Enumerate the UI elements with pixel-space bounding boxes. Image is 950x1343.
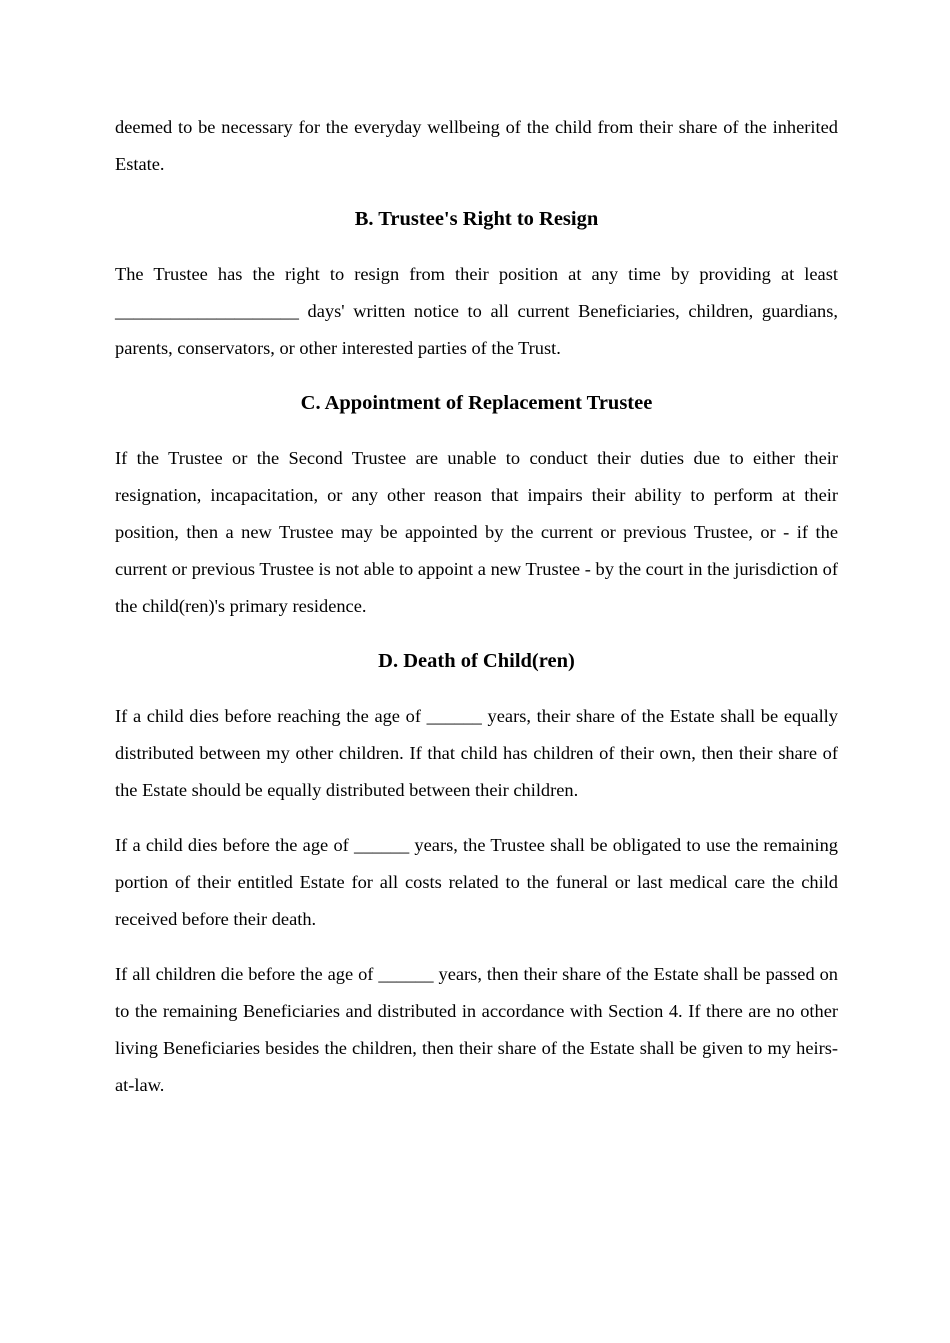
section-heading-trustees-right-to-resign: B. Trustee's Right to Resign [354,208,599,230]
section-d-paragraph-2: If a child dies before the age of ______ years, the Trustee shall be obligated to use the remaining portion of their entitled Estate for all costs related to the funeral or last medical care the child received before their death. [115,835,838,929]
section-c-paragraph-1: If the Trustee or the Second Trustee are unable to conduct their duties due to either their resignation, incapacitation, or any other reason that impairs their ability to perform at their position, then a new Trustee may be appointed by the current or previous Trustee, or - if the current or previous Trustee is not able to appoint a new Trustee - by the court in the jurisdiction of the child(ren)'s primary residence. [115,448,838,616]
section-d-paragraph-3: If all children die before the age of ______ years, then their share of the Estate shall be passed on to the remaining Beneficiaries and distributed in accordance with Section 4. If there are no other living Beneficiaries besides the children, then their share of the Estate shall be given to my heirs-at-law. [115,964,838,1095]
section-b-paragraph-1: The Trustee has the right to resign from their position at any time by providing at least ____________________ days' written notice to all current Beneficiaries, children, guardians, parents, conservators, or other interested parties of the Trust. [115,264,838,358]
section-d-paragraph-1: If a child dies before reaching the age of ______ years, their share of the Estate shall be equally distributed between my other children. If that child has children of their own, then their share of the Estate should be equally distributed between their children. [115,706,838,800]
continuation-paragraph: deemed to be necessary for the everyday wellbeing of the child from their share of the inherited Estate. [115,117,838,174]
section-heading-appointment-of-replacement-trustee: C. Appointment of Replacement Trustee [300,392,653,414]
section-heading-death-of-children: D. Death of Child(ren) [378,650,575,672]
